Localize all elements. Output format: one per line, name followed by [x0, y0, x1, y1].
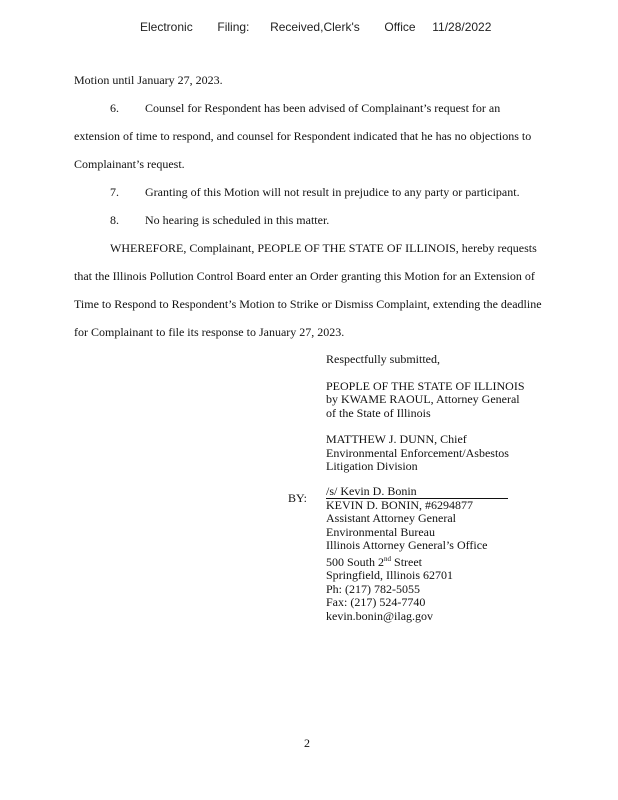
- wherefore-line-2: that the Illinois Pollution Control Board enter an Order granting this Motion for an Extension of: [74, 269, 535, 283]
- stamp-electronic: Electronic: [140, 20, 193, 34]
- of-state-line: of the State of Illinois: [326, 405, 431, 420]
- attorney-title-3: Illinois Attorney General’s Office: [326, 538, 488, 552]
- paragraph-6-line-2: extension of time to respond, and counsel for Respondent indicated that he has no objections to: [74, 129, 532, 143]
- by-label: BY:: [288, 491, 307, 505]
- paragraph-6-line-1: Counsel for Respondent has been advised of Complainant’s request for an: [145, 101, 501, 115]
- fax-number: Fax: (217) 524-7740: [326, 595, 426, 609]
- phone-number: Ph: (217) 782-5055: [326, 581, 420, 596]
- people-of-illinois: PEOPLE OF THE STATE OF ILLINOIS: [326, 378, 525, 393]
- paragraph-7-text: Granting of this Motion will not result in prejudice to any party or participant.: [145, 185, 520, 199]
- attorney-title-2: Environmental Bureau: [326, 524, 435, 539]
- paragraph-6-line-3: Complainant’s request.: [74, 157, 185, 171]
- electronic-signature: /s/ Kevin D. Bonin: [326, 485, 508, 499]
- attorney-name: KEVIN D. BONIN, #6294877: [326, 497, 473, 512]
- dunn-line-2: Environmental Enforcement/Asbestos: [326, 445, 509, 460]
- attorney-title-1: Assistant Attorney General: [326, 511, 456, 525]
- filing-stamp: [140, 20, 491, 34]
- stamp-received: Received,Clerk's: [270, 20, 360, 34]
- signature-block: [326, 353, 525, 623]
- paragraph-8-number: 8.: [110, 213, 119, 227]
- wherefore-line-4: for Complainant to file its response to January 27, 2023.: [74, 325, 345, 339]
- stamp-office: Office: [384, 20, 416, 34]
- dunn-line-3: Litigation Division: [326, 459, 418, 473]
- stamp-filing: Filing:: [217, 20, 250, 34]
- address-line-2: Springfield, Illinois 62701: [326, 568, 453, 582]
- attorney-general-line: by KWAME RAOUL, Attorney General: [326, 392, 520, 406]
- wherefore-line-1: WHEREFORE, Complainant, PEOPLE OF THE STATE OF ILLINOIS, hereby requests: [110, 241, 537, 255]
- paragraph-8-text: No hearing is scheduled in this matter.: [145, 213, 330, 227]
- page-number: 2: [304, 736, 310, 750]
- address-line-1: 500 South 2nd Street: [326, 554, 423, 569]
- respectfully-submitted: Respectfully submitted,: [326, 352, 440, 366]
- paragraph-6-number: 6.: [110, 101, 119, 115]
- paragraph-7-number: 7.: [110, 185, 119, 199]
- dunn-line-1: MATTHEW J. DUNN, Chief: [326, 432, 467, 446]
- body-line-1: Motion until January 27, 2023.: [74, 73, 223, 87]
- stamp-date: 11/28/2022: [432, 20, 492, 34]
- email-address[interactable]: kevin.bonin@ilag.gov: [326, 608, 434, 623]
- wherefore-line-3: Time to Respond to Respondent’s Motion to Strike or Dismiss Complaint, extending the deadline: [74, 297, 542, 311]
